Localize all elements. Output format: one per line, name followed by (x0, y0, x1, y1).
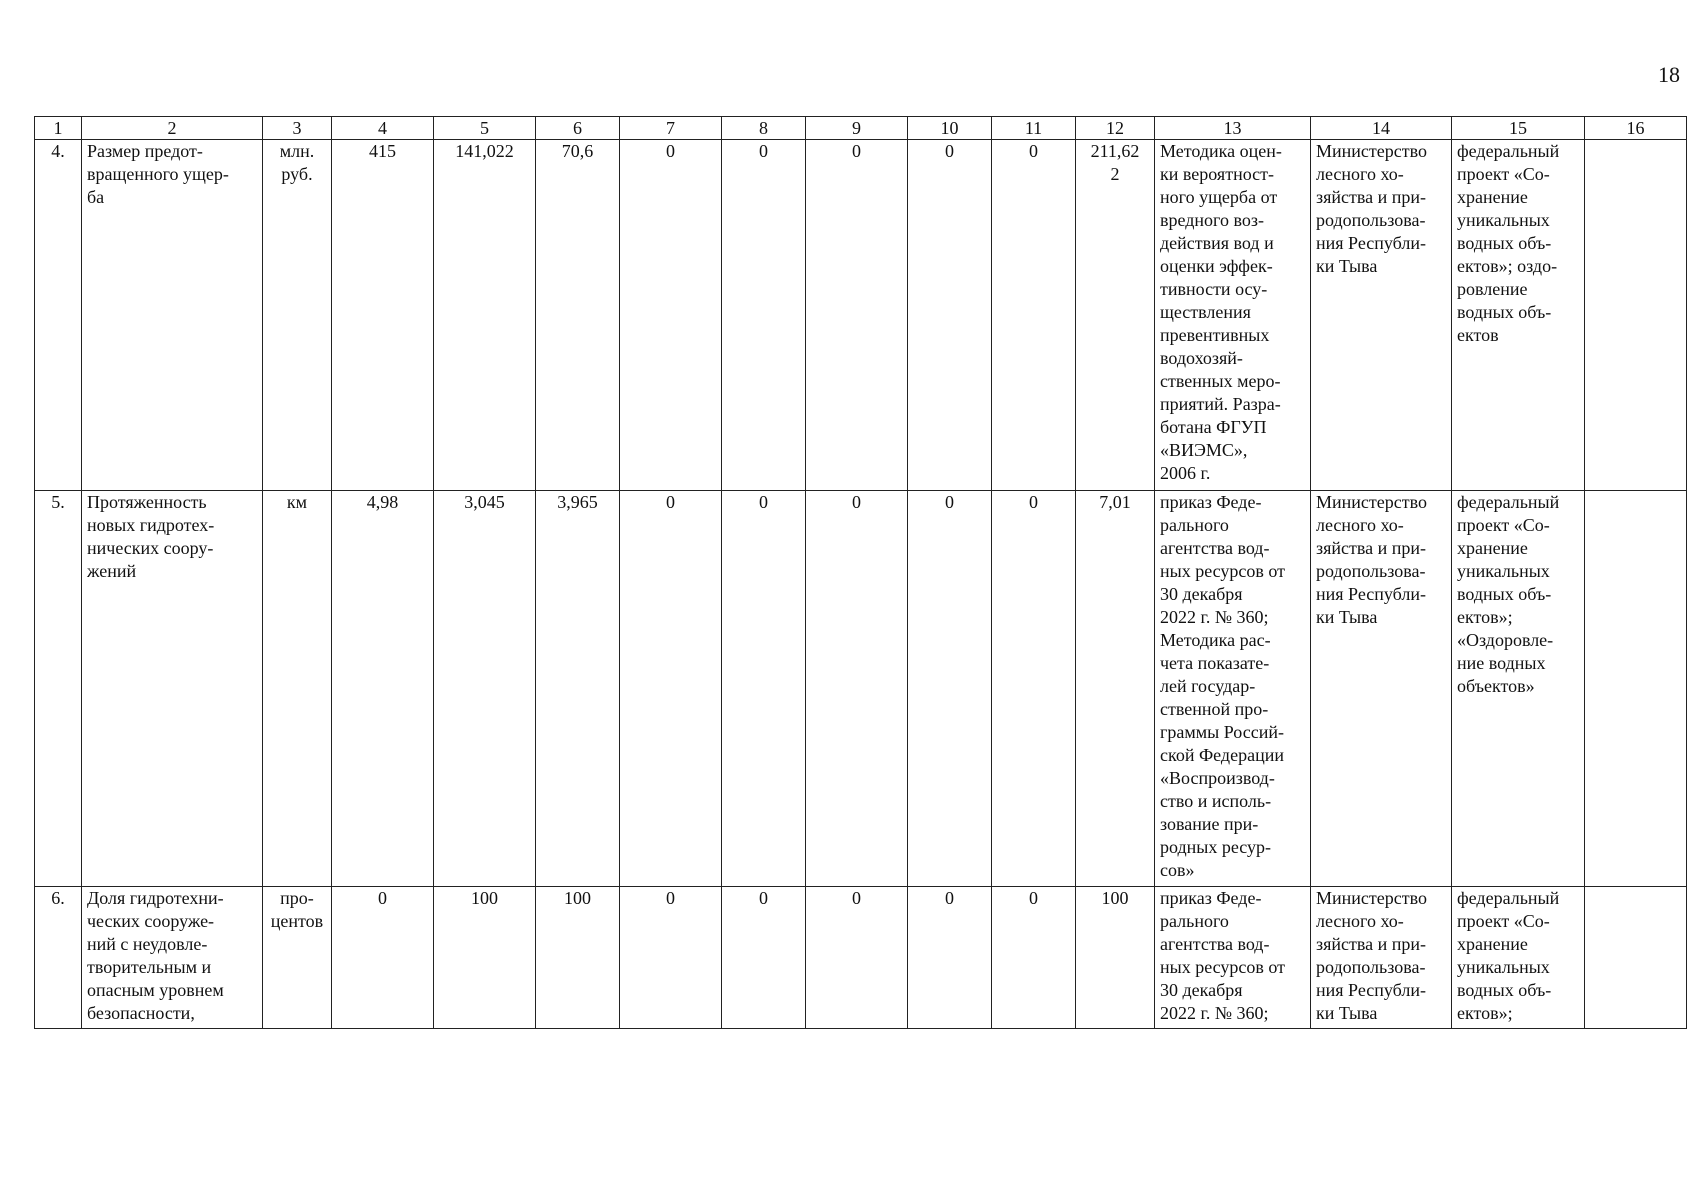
value-cell: 0 (722, 140, 806, 491)
value-cell: 0 (992, 140, 1076, 491)
table-row (35, 887, 1687, 1029)
value-cell: 0 (620, 491, 722, 887)
empty-cell (1585, 491, 1687, 887)
header-cell: 9 (806, 117, 908, 140)
total-cell: 7,01 (1076, 491, 1155, 887)
value-cell: 0 (992, 491, 1076, 887)
unit-cell: про- центов (263, 887, 332, 1029)
method-cell: приказ Феде- рального агентства вод- ных ресурсов от 30 декабря 2022 г. № 360; (1155, 887, 1311, 1029)
value-cell: 0 (722, 887, 806, 1029)
value-cell: 141,022 (434, 140, 536, 491)
value-cell: 415 (332, 140, 434, 491)
indicator-name: Протяженность новых гидротех- нических соору- жений (82, 491, 263, 887)
project-cell: федеральный проект «Со- хранение уникальных водных объ- ектов»; «Оздоровле- ние водных объектов» (1452, 491, 1585, 887)
total-cell: 100 (1076, 887, 1155, 1029)
header-cell: 6 (536, 117, 620, 140)
header-cell: 1 (35, 117, 82, 140)
table-row (35, 491, 1687, 887)
value-cell: 100 (434, 887, 536, 1029)
header-cell: 10 (908, 117, 992, 140)
header-cell: 13 (1155, 117, 1311, 140)
header-cell: 12 (1076, 117, 1155, 140)
page-number: 18 (1658, 62, 1680, 87)
header-cell: 11 (992, 117, 1076, 140)
value-cell: 70,6 (536, 140, 620, 491)
unit-cell: млн. руб. (263, 140, 332, 491)
value-cell: 0 (908, 887, 992, 1029)
header-cell: 3 (263, 117, 332, 140)
empty-cell (1585, 887, 1687, 1029)
header-cell: 14 (1311, 117, 1452, 140)
header-cell: 16 (1585, 117, 1687, 140)
header-cell: 4 (332, 117, 434, 140)
method-cell: Методика оцен- ки вероятност- ного ущерба от вредного воз- действия вод и оценки эффек- тивности осу- ществления превентивных водохозяй- ственных меро- приятий. Разра- ботана ФГУП «ВИЭМС», 2006 г. (1155, 140, 1311, 491)
value-cell: 3,045 (434, 491, 536, 887)
header-cell: 2 (82, 117, 263, 140)
empty-cell (1585, 140, 1687, 491)
indicator-name: Размер предот- вращенного ущер- ба (82, 140, 263, 491)
indicators-table (34, 116, 1687, 1029)
total-cell: 211,62 2 (1076, 140, 1155, 491)
header-cell: 8 (722, 117, 806, 140)
header-row (35, 117, 1687, 140)
header-cell: 15 (1452, 117, 1585, 140)
unit-cell: км (263, 491, 332, 887)
value-cell: 0 (908, 140, 992, 491)
value-cell: 0 (908, 491, 992, 887)
header-cell: 5 (434, 117, 536, 140)
value-cell: 100 (536, 887, 620, 1029)
indicator-name: Доля гидротехни- ческих сооруже- ний с неудовле- творительным и опасным уровнем безопасности, (82, 887, 263, 1029)
value-cell: 0 (992, 887, 1076, 1029)
value-cell: 3,965 (536, 491, 620, 887)
value-cell: 4,98 (332, 491, 434, 887)
project-cell: федеральный проект «Со- хранение уникальных водных объ- ектов»; оздо- ровление водных объ- ектов (1452, 140, 1585, 491)
value-cell: 0 (620, 887, 722, 1029)
responsible-cell: Министерство лесного хо- зяйства и при- родопользова- ния Республи- ки Тыва (1311, 887, 1452, 1029)
value-cell: 0 (722, 491, 806, 887)
row-index: 6. (35, 887, 82, 1029)
method-cell: приказ Феде- рального агентства вод- ных ресурсов от 30 декабря 2022 г. № 360; Методика рас- чета показате- лей государ- ственной про- граммы Россий- ской Федерации «Воспроизвод- ство и исполь- зование при- родных ресур- сов» (1155, 491, 1311, 887)
value-cell: 0 (332, 887, 434, 1029)
responsible-cell: Министерство лесного хо- зяйства и при- родопользова- ния Республи- ки Тыва (1311, 491, 1452, 887)
responsible-cell: Министерство лесного хо- зяйства и при- родопользова- ния Республи- ки Тыва (1311, 140, 1452, 491)
value-cell: 0 (806, 887, 908, 1029)
header-cell: 7 (620, 117, 722, 140)
table-row (35, 140, 1687, 491)
project-cell: федеральный проект «Со- хранение уникальных водных объ- ектов»; (1452, 887, 1585, 1029)
row-index: 4. (35, 140, 82, 491)
value-cell: 0 (806, 491, 908, 887)
value-cell: 0 (620, 140, 722, 491)
row-index: 5. (35, 491, 82, 887)
value-cell: 0 (806, 140, 908, 491)
